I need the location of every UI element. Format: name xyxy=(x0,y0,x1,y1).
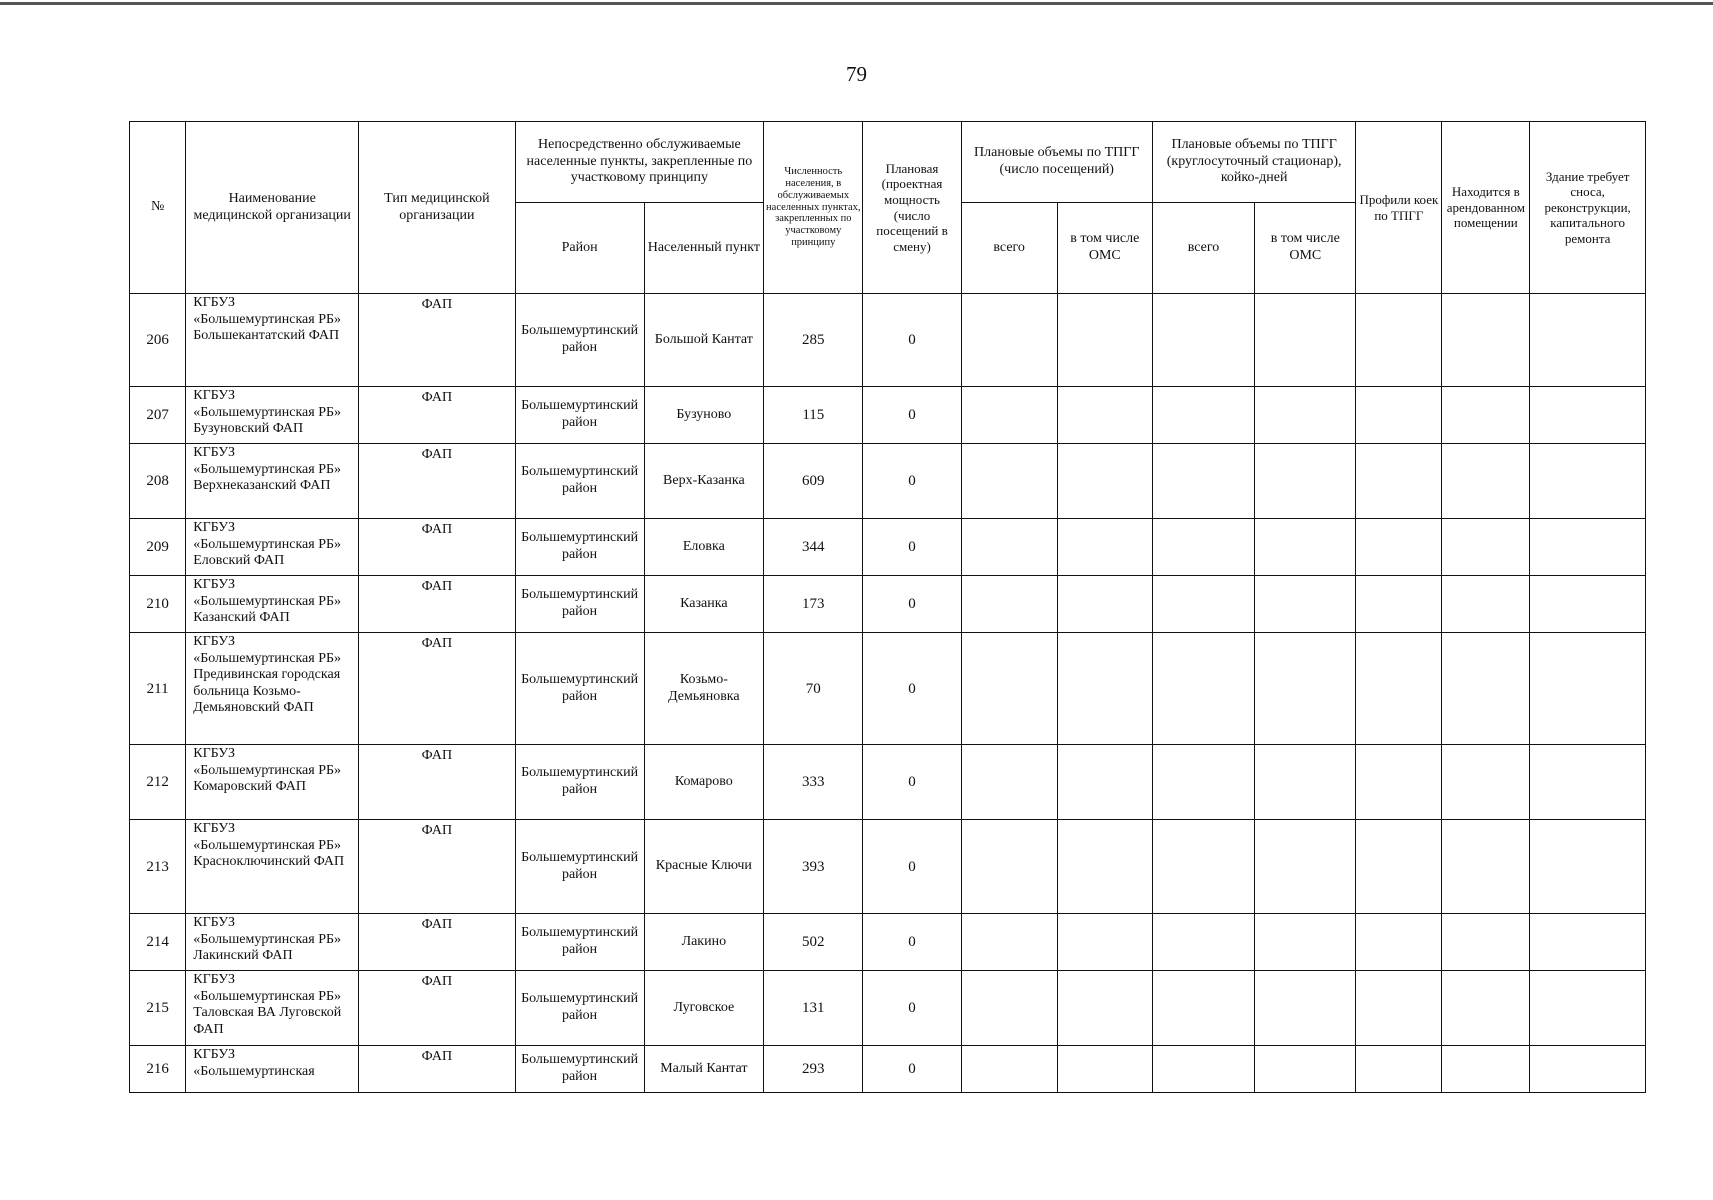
row-visits-total xyxy=(961,444,1057,519)
row-bed-profiles xyxy=(1356,1046,1442,1093)
row-beds-oms xyxy=(1255,914,1356,971)
row-visits-total xyxy=(961,745,1057,820)
top-rule xyxy=(0,2,1713,5)
row-population: 115 xyxy=(764,387,863,444)
row-district: Большемуртинский район xyxy=(515,294,644,387)
row-visits-total xyxy=(961,519,1057,576)
table-row xyxy=(130,633,1646,745)
row-rented xyxy=(1442,971,1530,1046)
row-demolition xyxy=(1530,633,1646,745)
row-beds-total xyxy=(1152,387,1254,444)
table-row xyxy=(130,294,1646,387)
table-body xyxy=(130,294,1646,1093)
row-settlement: Казанка xyxy=(644,576,764,633)
header-org-type: Тип медицинской организации xyxy=(359,122,516,294)
row-settlement: Комарово xyxy=(644,745,764,820)
header-capacity: Плановая (проектная мощность (число посещений в смену) xyxy=(863,122,961,294)
row-beds-oms xyxy=(1255,387,1356,444)
row-org-type: ФАП xyxy=(359,633,516,745)
row-settlement: Козьмо-Демьяновка xyxy=(644,633,764,745)
header-rented: Находится в арендованном помещении xyxy=(1442,122,1530,294)
row-org-type: ФАП xyxy=(359,820,516,914)
row-beds-total xyxy=(1152,1046,1254,1093)
row-settlement: Верх-Казанка xyxy=(644,444,764,519)
row-num: 211 xyxy=(130,633,186,745)
row-population: 285 xyxy=(764,294,863,387)
row-beds-oms xyxy=(1255,745,1356,820)
row-settlement: Луговское xyxy=(644,971,764,1046)
row-district: Большемуртинский район xyxy=(515,745,644,820)
row-capacity: 0 xyxy=(863,387,961,444)
row-beds-total xyxy=(1152,745,1254,820)
row-beds-oms xyxy=(1255,444,1356,519)
header-settlement: Населенный пункт xyxy=(644,203,764,294)
row-demolition xyxy=(1530,576,1646,633)
row-beds-total xyxy=(1152,914,1254,971)
row-beds-total xyxy=(1152,971,1254,1046)
header-demolition: Здание требует сноса, реконструкции, капитального ремонта xyxy=(1530,122,1646,294)
row-num: 206 xyxy=(130,294,186,387)
row-bed-profiles xyxy=(1356,633,1442,745)
row-visits-oms xyxy=(1057,576,1152,633)
row-num: 214 xyxy=(130,914,186,971)
row-demolition xyxy=(1530,294,1646,387)
row-beds-total xyxy=(1152,519,1254,576)
row-rented xyxy=(1442,294,1530,387)
row-org-name: КГБУЗ «Большемуртинская xyxy=(186,1046,359,1093)
row-capacity: 0 xyxy=(863,519,961,576)
row-district: Большемуртинский район xyxy=(515,387,644,444)
table-row xyxy=(130,820,1646,914)
table-row xyxy=(130,745,1646,820)
row-visits-oms xyxy=(1057,820,1152,914)
row-capacity: 0 xyxy=(863,971,961,1046)
row-num: 209 xyxy=(130,519,186,576)
row-org-name: КГБУЗ «Большемуртинская РБ» Комаровский ФАП xyxy=(186,745,359,820)
row-bed-profiles xyxy=(1356,576,1442,633)
row-num: 207 xyxy=(130,387,186,444)
row-settlement: Красные Ключи xyxy=(644,820,764,914)
row-num: 208 xyxy=(130,444,186,519)
row-visits-oms xyxy=(1057,294,1152,387)
row-visits-total xyxy=(961,914,1057,971)
row-org-name: КГБУЗ «Большемуртинская РБ» Таловская ВА Луговской ФАП xyxy=(186,971,359,1046)
row-visits-oms xyxy=(1057,387,1152,444)
header-beds-total: всего xyxy=(1152,203,1254,294)
row-org-name: КГБУЗ «Большемуртинская РБ» Лакинский ФАП xyxy=(186,914,359,971)
row-beds-total xyxy=(1152,294,1254,387)
table-row xyxy=(130,1046,1646,1093)
row-population: 502 xyxy=(764,914,863,971)
header-visits-total: всего xyxy=(961,203,1057,294)
table-row xyxy=(130,444,1646,519)
row-bed-profiles xyxy=(1356,745,1442,820)
row-visits-total xyxy=(961,820,1057,914)
row-settlement: Большой Кантат xyxy=(644,294,764,387)
row-bed-profiles xyxy=(1356,387,1442,444)
table-row xyxy=(130,387,1646,444)
row-capacity: 0 xyxy=(863,294,961,387)
row-capacity: 0 xyxy=(863,1046,961,1093)
row-demolition xyxy=(1530,745,1646,820)
row-visits-oms xyxy=(1057,519,1152,576)
row-capacity: 0 xyxy=(863,444,961,519)
row-population: 344 xyxy=(764,519,863,576)
row-rented xyxy=(1442,633,1530,745)
row-bed-profiles xyxy=(1356,294,1442,387)
facility-table xyxy=(129,121,1646,1093)
row-visits-total xyxy=(961,633,1057,745)
row-population: 70 xyxy=(764,633,863,745)
row-district: Большемуртинский район xyxy=(515,444,644,519)
row-population: 333 xyxy=(764,745,863,820)
row-bed-profiles xyxy=(1356,914,1442,971)
row-org-name: КГБУЗ «Большемуртинская РБ» Предивинская городская больница Козьмо-Демьяновский ФАП xyxy=(186,633,359,745)
row-demolition xyxy=(1530,387,1646,444)
row-district: Большемуртинский район xyxy=(515,971,644,1046)
row-beds-total xyxy=(1152,576,1254,633)
row-num: 215 xyxy=(130,971,186,1046)
row-population: 131 xyxy=(764,971,863,1046)
row-district: Большемуртинский район xyxy=(515,633,644,745)
row-capacity: 0 xyxy=(863,820,961,914)
row-visits-total xyxy=(961,971,1057,1046)
row-org-name: КГБУЗ «Большемуртинская РБ» Казанский ФАП xyxy=(186,576,359,633)
header-visits-group: Плановые объемы по ТПГГ (число посещений) xyxy=(961,122,1152,203)
row-district: Большемуртинский район xyxy=(515,519,644,576)
header-bed-profiles: Профили коек по ТПГГ xyxy=(1356,122,1442,294)
row-capacity: 0 xyxy=(863,633,961,745)
row-visits-oms xyxy=(1057,914,1152,971)
row-settlement: Еловка xyxy=(644,519,764,576)
header-served-group: Непосредственно обслуживаемые населенные пункты, закрепленные по участковому принципу xyxy=(515,122,764,203)
row-demolition xyxy=(1530,971,1646,1046)
row-rented xyxy=(1442,914,1530,971)
header-beds-group: Плановые объемы по ТПГГ (круглосуточный стационар), койко-дней xyxy=(1152,122,1356,203)
row-visits-total xyxy=(961,576,1057,633)
row-org-type: ФАП xyxy=(359,1046,516,1093)
row-visits-total xyxy=(961,1046,1057,1093)
row-org-name: КГБУЗ «Большемуртинская РБ» Красноключинский ФАП xyxy=(186,820,359,914)
row-district: Большемуртинский район xyxy=(515,914,644,971)
row-num: 216 xyxy=(130,1046,186,1093)
row-visits-oms xyxy=(1057,444,1152,519)
row-org-name: КГБУЗ «Большемуртинская РБ» Верхнеказанский ФАП xyxy=(186,444,359,519)
row-capacity: 0 xyxy=(863,914,961,971)
row-beds-oms xyxy=(1255,519,1356,576)
row-rented xyxy=(1442,820,1530,914)
row-org-type: ФАП xyxy=(359,914,516,971)
row-org-type: ФАП xyxy=(359,294,516,387)
page-number: 79 xyxy=(846,62,867,86)
row-org-type: ФАП xyxy=(359,519,516,576)
row-capacity: 0 xyxy=(863,576,961,633)
table-row xyxy=(130,576,1646,633)
row-org-name: КГБУЗ «Большемуртинская РБ» Бузуновский ФАП xyxy=(186,387,359,444)
row-beds-total xyxy=(1152,444,1254,519)
row-beds-oms xyxy=(1255,820,1356,914)
row-settlement: Малый Кантат xyxy=(644,1046,764,1093)
row-num: 210 xyxy=(130,576,186,633)
row-demolition xyxy=(1530,820,1646,914)
row-beds-total xyxy=(1152,820,1254,914)
row-visits-total xyxy=(961,294,1057,387)
row-bed-profiles xyxy=(1356,971,1442,1046)
row-org-type: ФАП xyxy=(359,576,516,633)
row-org-name: КГБУЗ «Большемуртинская РБ» Большекантатский ФАП xyxy=(186,294,359,387)
row-population: 609 xyxy=(764,444,863,519)
row-demolition xyxy=(1530,1046,1646,1093)
row-demolition xyxy=(1530,519,1646,576)
row-beds-oms xyxy=(1255,633,1356,745)
row-rented xyxy=(1442,387,1530,444)
row-rented xyxy=(1442,519,1530,576)
row-beds-oms xyxy=(1255,576,1356,633)
row-num: 212 xyxy=(130,745,186,820)
table-header xyxy=(130,122,1646,294)
row-beds-oms xyxy=(1255,294,1356,387)
row-population: 293 xyxy=(764,1046,863,1093)
row-org-name: КГБУЗ «Большемуртинская РБ» Еловский ФАП xyxy=(186,519,359,576)
row-org-type: ФАП xyxy=(359,387,516,444)
row-beds-oms xyxy=(1255,1046,1356,1093)
row-demolition xyxy=(1530,444,1646,519)
header-num: № xyxy=(130,122,186,294)
header-population: Численность населения, в обслуживаемых населенных пунктах, закрепленных по участковому принципу xyxy=(764,122,863,294)
row-rented xyxy=(1442,444,1530,519)
row-visits-oms xyxy=(1057,745,1152,820)
row-bed-profiles xyxy=(1356,820,1442,914)
table-row xyxy=(130,914,1646,971)
row-population: 173 xyxy=(764,576,863,633)
row-org-type: ФАП xyxy=(359,971,516,1046)
row-visits-oms xyxy=(1057,971,1152,1046)
row-bed-profiles xyxy=(1356,519,1442,576)
row-settlement: Бузуново xyxy=(644,387,764,444)
header-org-name: Наименование медицинской организации xyxy=(186,122,359,294)
row-rented xyxy=(1442,1046,1530,1093)
row-org-type: ФАП xyxy=(359,444,516,519)
row-bed-profiles xyxy=(1356,444,1442,519)
row-capacity: 0 xyxy=(863,745,961,820)
row-visits-oms xyxy=(1057,1046,1152,1093)
row-org-type: ФАП xyxy=(359,745,516,820)
header-beds-oms: в том числе ОМС xyxy=(1255,203,1356,294)
row-beds-total xyxy=(1152,633,1254,745)
table-row xyxy=(130,971,1646,1046)
row-visits-total xyxy=(961,387,1057,444)
table-row xyxy=(130,519,1646,576)
row-district: Большемуртинский район xyxy=(515,820,644,914)
row-rented xyxy=(1442,576,1530,633)
row-demolition xyxy=(1530,914,1646,971)
row-num: 213 xyxy=(130,820,186,914)
header-visits-oms: в том числе ОМС xyxy=(1057,203,1152,294)
row-settlement: Лакино xyxy=(644,914,764,971)
row-population: 393 xyxy=(764,820,863,914)
row-beds-oms xyxy=(1255,971,1356,1046)
row-district: Большемуртинский район xyxy=(515,576,644,633)
row-rented xyxy=(1442,745,1530,820)
row-district: Большемуртинский район xyxy=(515,1046,644,1093)
row-visits-oms xyxy=(1057,633,1152,745)
header-district: Район xyxy=(515,203,644,294)
